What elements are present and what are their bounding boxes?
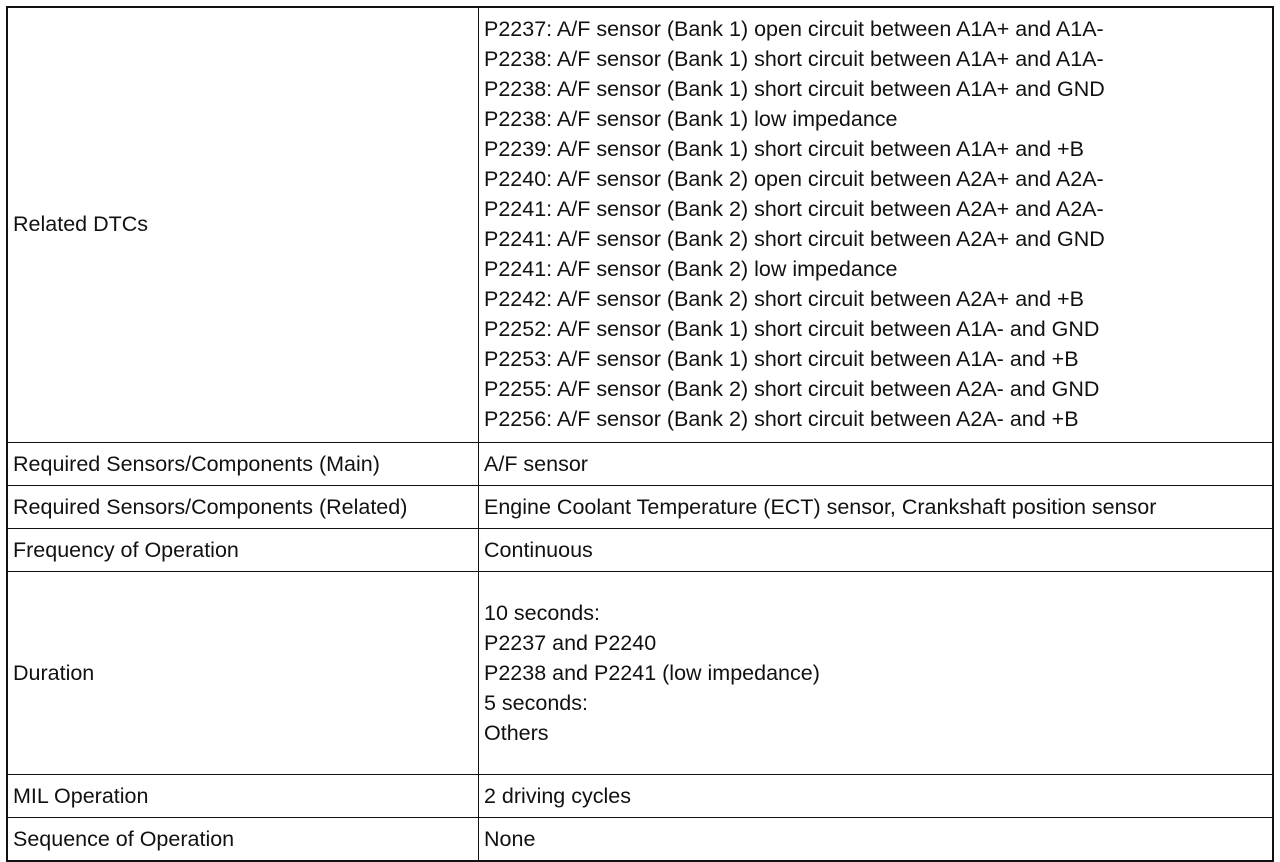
dtc-line: P2237: A/F sensor (Bank 1) open circuit between A1A+ and A1A- (484, 17, 1104, 41)
row-value (479, 7, 1274, 443)
dtc-line: P2241: A/F sensor (Bank 2) short circuit between A2A+ and GND (484, 227, 1105, 251)
value-line: 5 seconds: (484, 691, 588, 715)
dtc-info-table (6, 6, 1274, 862)
table-row-duration (7, 572, 1273, 775)
value-line: P2237 and P2240 (484, 631, 657, 655)
row-label: MIL Operation (7, 775, 479, 818)
row-label: Frequency of Operation (7, 529, 479, 572)
dtc-line: P2240: A/F sensor (Bank 2) open circuit between A2A+ and A2A- (484, 167, 1104, 191)
table-row-required-related (7, 486, 1273, 529)
dtc-line: P2238: A/F sensor (Bank 1) low impedance (484, 107, 898, 131)
row-value (479, 572, 1274, 775)
row-value (479, 775, 1274, 818)
row-label: Sequence of Operation (7, 818, 479, 862)
dtc-line: P2241: A/F sensor (Bank 2) short circuit between A2A+ and A2A- (484, 197, 1104, 221)
value-line: Continuous (484, 538, 593, 562)
row-value (479, 818, 1274, 862)
table-row-related-dtcs (7, 7, 1273, 443)
row-value (479, 443, 1274, 486)
value-line: Others (484, 721, 549, 745)
dtc-line: P2241: A/F sensor (Bank 2) low impedance (484, 257, 898, 281)
dtc-line: P2242: A/F sensor (Bank 2) short circuit between A2A+ and +B (484, 287, 1084, 311)
dtc-line: P2252: A/F sensor (Bank 1) short circuit between A1A- and GND (484, 317, 1100, 341)
table-row-mil-operation (7, 775, 1273, 818)
row-value (479, 529, 1274, 572)
dtc-line: P2239: A/F sensor (Bank 1) short circuit between A1A+ and +B (484, 137, 1084, 161)
table-row-required-main (7, 443, 1273, 486)
value-line: None (484, 827, 536, 851)
table-row-sequence (7, 818, 1273, 862)
value-line: 10 seconds: (484, 601, 600, 625)
value-line: 2 driving cycles (484, 784, 631, 808)
table-row-frequency (7, 529, 1273, 572)
row-label: Required Sensors/Components (Related) (7, 486, 479, 529)
row-label: Required Sensors/Components (Main) (7, 443, 479, 486)
dtc-line: P2255: A/F sensor (Bank 2) short circuit between A2A- and GND (484, 377, 1100, 401)
dtc-line: P2238: A/F sensor (Bank 1) short circuit between A1A+ and GND (484, 77, 1105, 101)
dtc-line: P2256: A/F sensor (Bank 2) short circuit between A2A- and +B (484, 407, 1079, 431)
dtc-line: P2238: A/F sensor (Bank 1) short circuit between A1A+ and A1A- (484, 47, 1104, 71)
row-label: Duration (7, 572, 479, 775)
value-line: P2238 and P2241 (low impedance) (484, 661, 820, 685)
value-line: A/F sensor (484, 452, 588, 476)
value-line: Engine Coolant Temperature (ECT) sensor, Crankshaft position sensor (484, 495, 1157, 519)
dtc-line: P2253: A/F sensor (Bank 1) short circuit between A1A- and +B (484, 347, 1079, 371)
row-label: Related DTCs (7, 7, 479, 443)
row-value (479, 486, 1274, 529)
